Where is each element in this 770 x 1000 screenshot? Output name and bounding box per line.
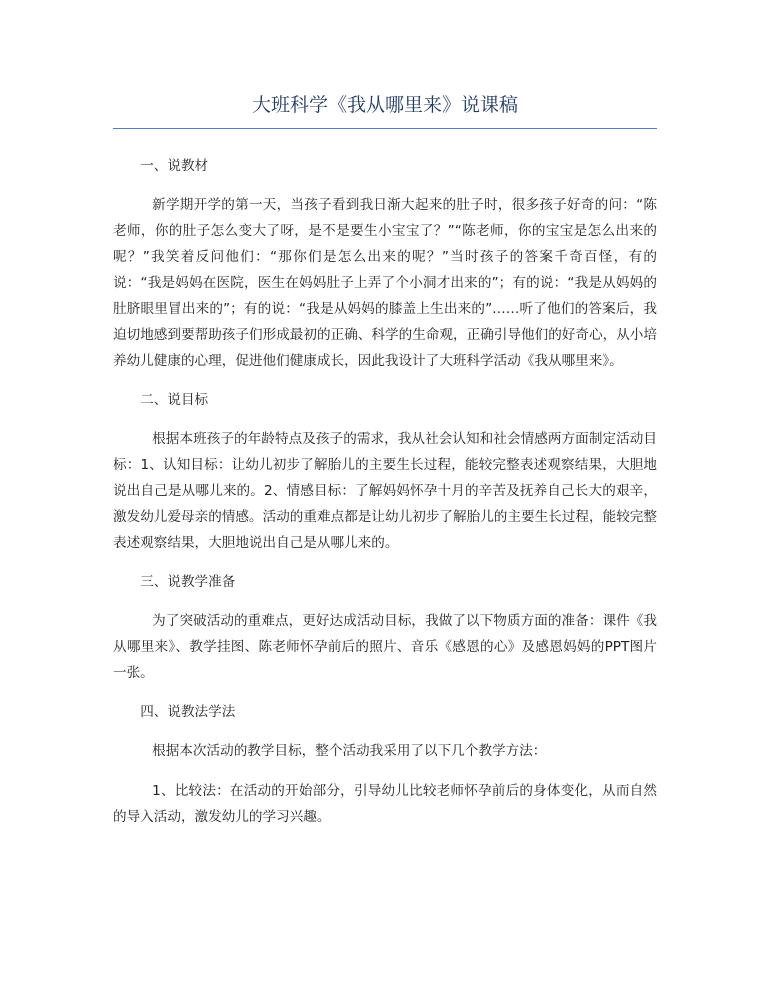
section-heading-methods: 四、说教法学法 (140, 704, 236, 720)
section-heading-objectives: 二、说目标 (140, 392, 209, 408)
section-heading-preparation: 三、说教学准备 (140, 574, 236, 590)
document-body (113, 154, 657, 830)
paragraph: 1、比较法：在活动的开始部分，引导幼儿比较老师怀孕前后的身体变化，从而自然的导入活动，激发幼儿的学习兴趣。 (113, 783, 657, 825)
paragraph: 根据本班孩子的年龄特点及孩子的需求，我从社会认知和社会情感两方面制定活动目标：1、认知目标：让幼儿初步了解胎儿的主要生长过程，能较完整表述观察结果，大胆地说出自己是从哪儿来的。2、情感目标：了解妈妈怀孕十月的辛苦及抚养自己长大的艰辛，激发幼儿爱母亲的情感。活动的重难点都是让幼儿初步了解胎儿的主要生长过程，能较完整表述观察结果，大胆地说出自己是从哪儿来的。 (113, 431, 657, 551)
paragraph: 根据本次活动的教学目标，整个活动我采用了以下几个教学方法： (152, 743, 547, 759)
title-divider (113, 128, 657, 129)
page-title: 大班科学《我从哪里来》说课稿 (251, 94, 518, 116)
paragraph: 新学期开学的第一天，当孩子看到我日渐大起来的肚子时，很多孩子好奇的问：“陈老师，你的肚子怎么变大了呀，是不是要生小宝宝了？”“陈老师，你的宝宝是怎么出来的呢？”我笑着反问他们：“那你们是怎么出来的呢？”当时孩子的答案千奇百怪，有的说：“我是妈妈在医院，医生在妈妈肚子上弄了个小洞才出来的”；有的说：“我是从妈妈的肚脐眼里冒出来的”；有的说：“我是从妈妈的膝盖上生出来的”……听了他们的答案后，我迫切地感到要帮助孩子们形成最初的正确、科学的生命观，正确引导他们的好奇心，从小培养幼儿健康的心理，促进他们健康成长，因此我设计了大班科学活动《我从哪里来》。 (113, 197, 657, 369)
section-heading-teaching-material: 一、说教材 (140, 158, 209, 174)
paragraph: 为了突破活动的重难点，更好达成活动目标，我做了以下物质方面的准备：课件《我从哪里来》、教学挂图、陈老师怀孕前后的照片、音乐《感恩的心》及感恩妈妈的PPT图片一张。 (113, 613, 657, 681)
